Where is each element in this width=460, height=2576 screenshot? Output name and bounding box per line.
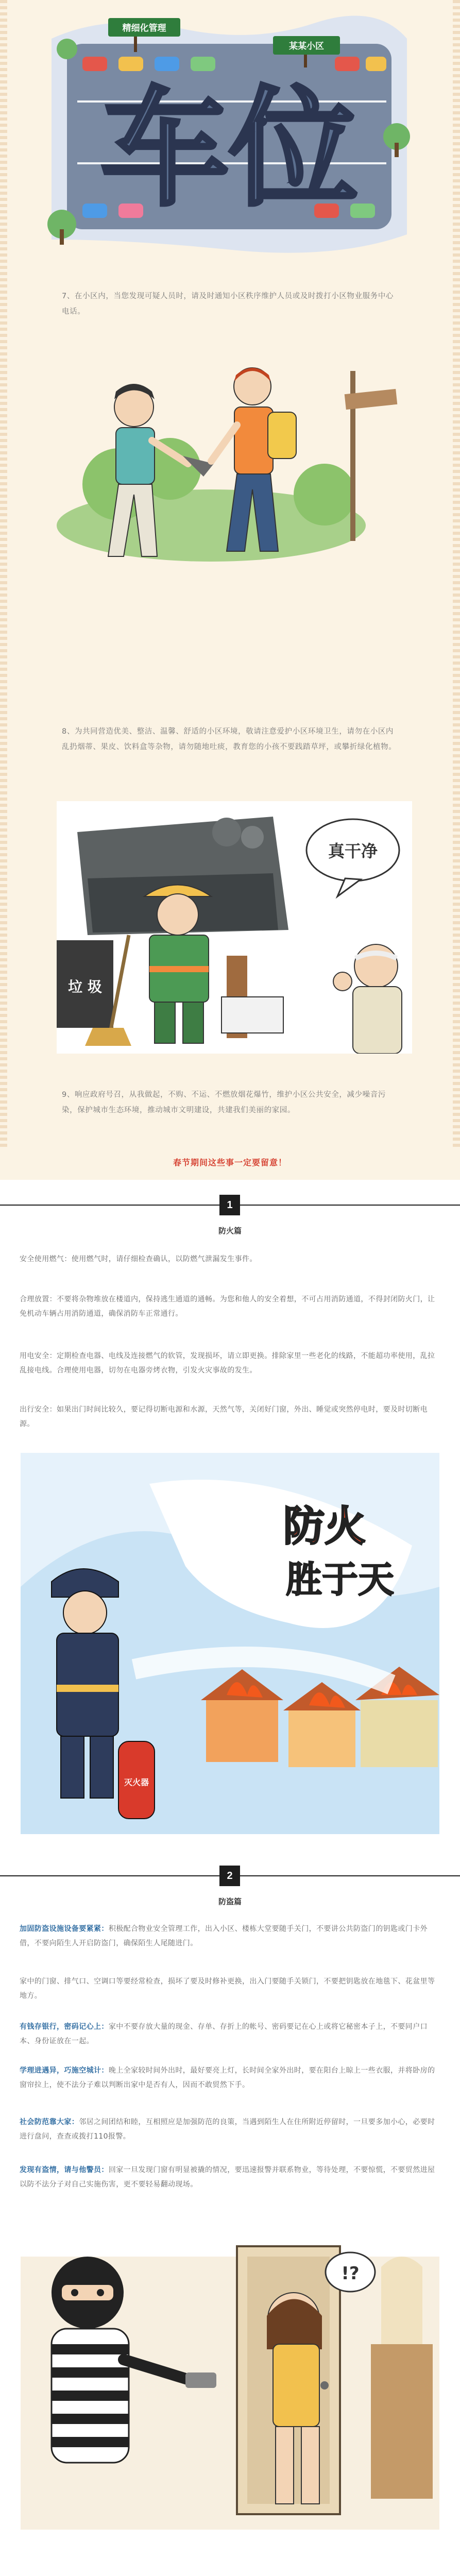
theft-item-2-text: 家中的门窗、排气口、空调口等要经常检查，损坏了要及时修补更换，出入门要随手关锁门，不要把钥匙放在地毯下、花盆里等地方。: [20, 1977, 435, 2000]
theft-item-2: [20, 1974, 442, 2003]
theft-item-4-heading: 学理进遇异，巧施空城计：: [20, 2066, 109, 2075]
section-number-1: 1: [219, 1195, 240, 1215]
theft-item-3-text: 家中不要存放大量的现金、存单、存折上的帐号、密码要记在心上或将它秘密本子上，不要同户口本、身份证放在一起。: [20, 2023, 428, 2045]
hero-big-text: 车位: [100, 74, 358, 224]
fire-extinguisher-label: 灭火器: [124, 1777, 149, 1787]
left-border-decoration: [0, 0, 7, 1164]
fire-paragraph-2: 合理放置：不要将杂物堆放在楼道内，保持逃生通道的通畅。为您和他人的安全着想，不可占用消防通道，不得封闭防火门，让免机动车辆占用消防通道，确保消防车正常通行。: [20, 1295, 435, 1318]
trash-bin: [57, 940, 113, 1028]
holiday-banner-text: 春节期间这些事一定要留意！: [173, 1158, 287, 1167]
fire-extinguisher: [118, 1741, 155, 1819]
section-number-2: 2: [219, 1866, 240, 1886]
poster-title-line2: 胜于天: [286, 1558, 394, 1601]
theft-item-4: [20, 2063, 442, 2092]
theft-item-6: [20, 2163, 442, 2192]
theft-item-5: [20, 2115, 442, 2144]
fire-paragraph-3: 用电安全：定期检查电器、电线及连接燃气的软管，发现损坏，请立即更换。排除家里一些老化的线路，不能超功率使用，乱拉乱接电线。合理使用电器，切勿在电器旁烤衣物，引发火灾事故的发生。: [20, 1352, 435, 1375]
theft-item-5-heading: 社会防范靠大家：: [20, 2118, 79, 2126]
section-title-fire: 防火篇: [218, 1226, 242, 1235]
hero-parking-illustration: [46, 8, 412, 265]
poster-title-line1: 防火: [283, 1502, 366, 1550]
theft-item-6-heading: 发现有盗情，请与他警员：: [20, 2166, 109, 2174]
theft-item-4-text: 晚上全家较时间外出时，最好要亮上灯，长时间全家外出时，要在阳台上晾上一些衣服，并将卧房的窗帘拉上，使不法分子难以判断出家中是否有人，因而不敢贸然下手。: [20, 2066, 435, 2089]
fire-safety-poster: [21, 1453, 439, 1834]
thief-door-illustration: [21, 2215, 439, 2530]
section-title-theft: 防盗篇: [218, 1897, 242, 1906]
theft-item-3-heading: 有钱存银行，密码记心上：: [20, 2023, 109, 2031]
article-paragraph-9: 9、响应政府号召，从我做起，不购、不运、不燃放烟花爆竹，维护小区公共安全，减少噪音污染，保护城市生态环境，推动城市文明建设，共建我们美丽的家园。: [62, 1091, 386, 1114]
surprise-bubble-text: !?: [341, 2263, 360, 2284]
theft-item-1: [20, 1922, 442, 1951]
theft-item-1-text: 积极配合物业安全管理工作，出入小区、楼栋大堂要随手关门，不要讲公共防盗门的钥匙或门卡外借，不要向陌生人开启防盗门，确保陌生人尾随进门。: [20, 1925, 428, 1947]
trash-bin-label: 垃 圾: [68, 978, 102, 995]
speech-bubble-text: 真干净: [328, 841, 378, 861]
surprise-bubble: [326, 2252, 375, 2292]
hero-sign-right: 某某小区: [289, 41, 324, 52]
theft-item-1-heading: 加固防盗设施设备要紧紧：: [20, 1925, 109, 1933]
neighbors-illustration: [57, 350, 407, 577]
theft-item-5-text: 邻居之间团结和睦，互相照应是加强防范的良策，当遇到陌生人在住所附近停留时，一旦要多加小心，必要时进行盘问，查查或拨打110报警。: [20, 2118, 435, 2141]
article-paragraph-7: 7、在小区内，当您发现可疑人员时，请及时通知小区秩序维护人员或及时拨打小区物业服务中心电话。: [62, 292, 394, 316]
theft-item-6-text: 回家一旦发现门窗有明显被撬的情况，要迅速报警并联系物业，等待处理，不要惊慌，不要贸然进屋以防不法分子对自己实施伤害，更不要轻易翻动现场。: [20, 2166, 435, 2189]
sanitation-worker-illustration: [57, 801, 412, 1054]
theft-item-3: [20, 2020, 442, 2048]
fire-paragraph-4: 出行安全：如果出门时间比较久，要记得切断电源和水源，天然气等，关闭好门窗，外出、睡觉或突然停电时，要及时切断电源。: [20, 1405, 428, 1428]
hero-sign-left: 精细化管理: [122, 23, 166, 33]
right-border-decoration: [453, 0, 460, 1164]
article-paragraph-8: 8、为共同营造优美、整洁、温馨、舒适的小区环境，敬请注意爱护小区环境卫生，请勿在小区内乱扔烟蒂、果皮、饮料盒等杂物，请勿随地吐痰，教育您的小孩不要践踏草坪，或攀折绿化植物。: [62, 727, 397, 751]
fire-paragraph-1: 安全使用燃气：使用燃气时，请仔细检查确认，以防燃气泄漏发生事件。: [20, 1255, 257, 1263]
